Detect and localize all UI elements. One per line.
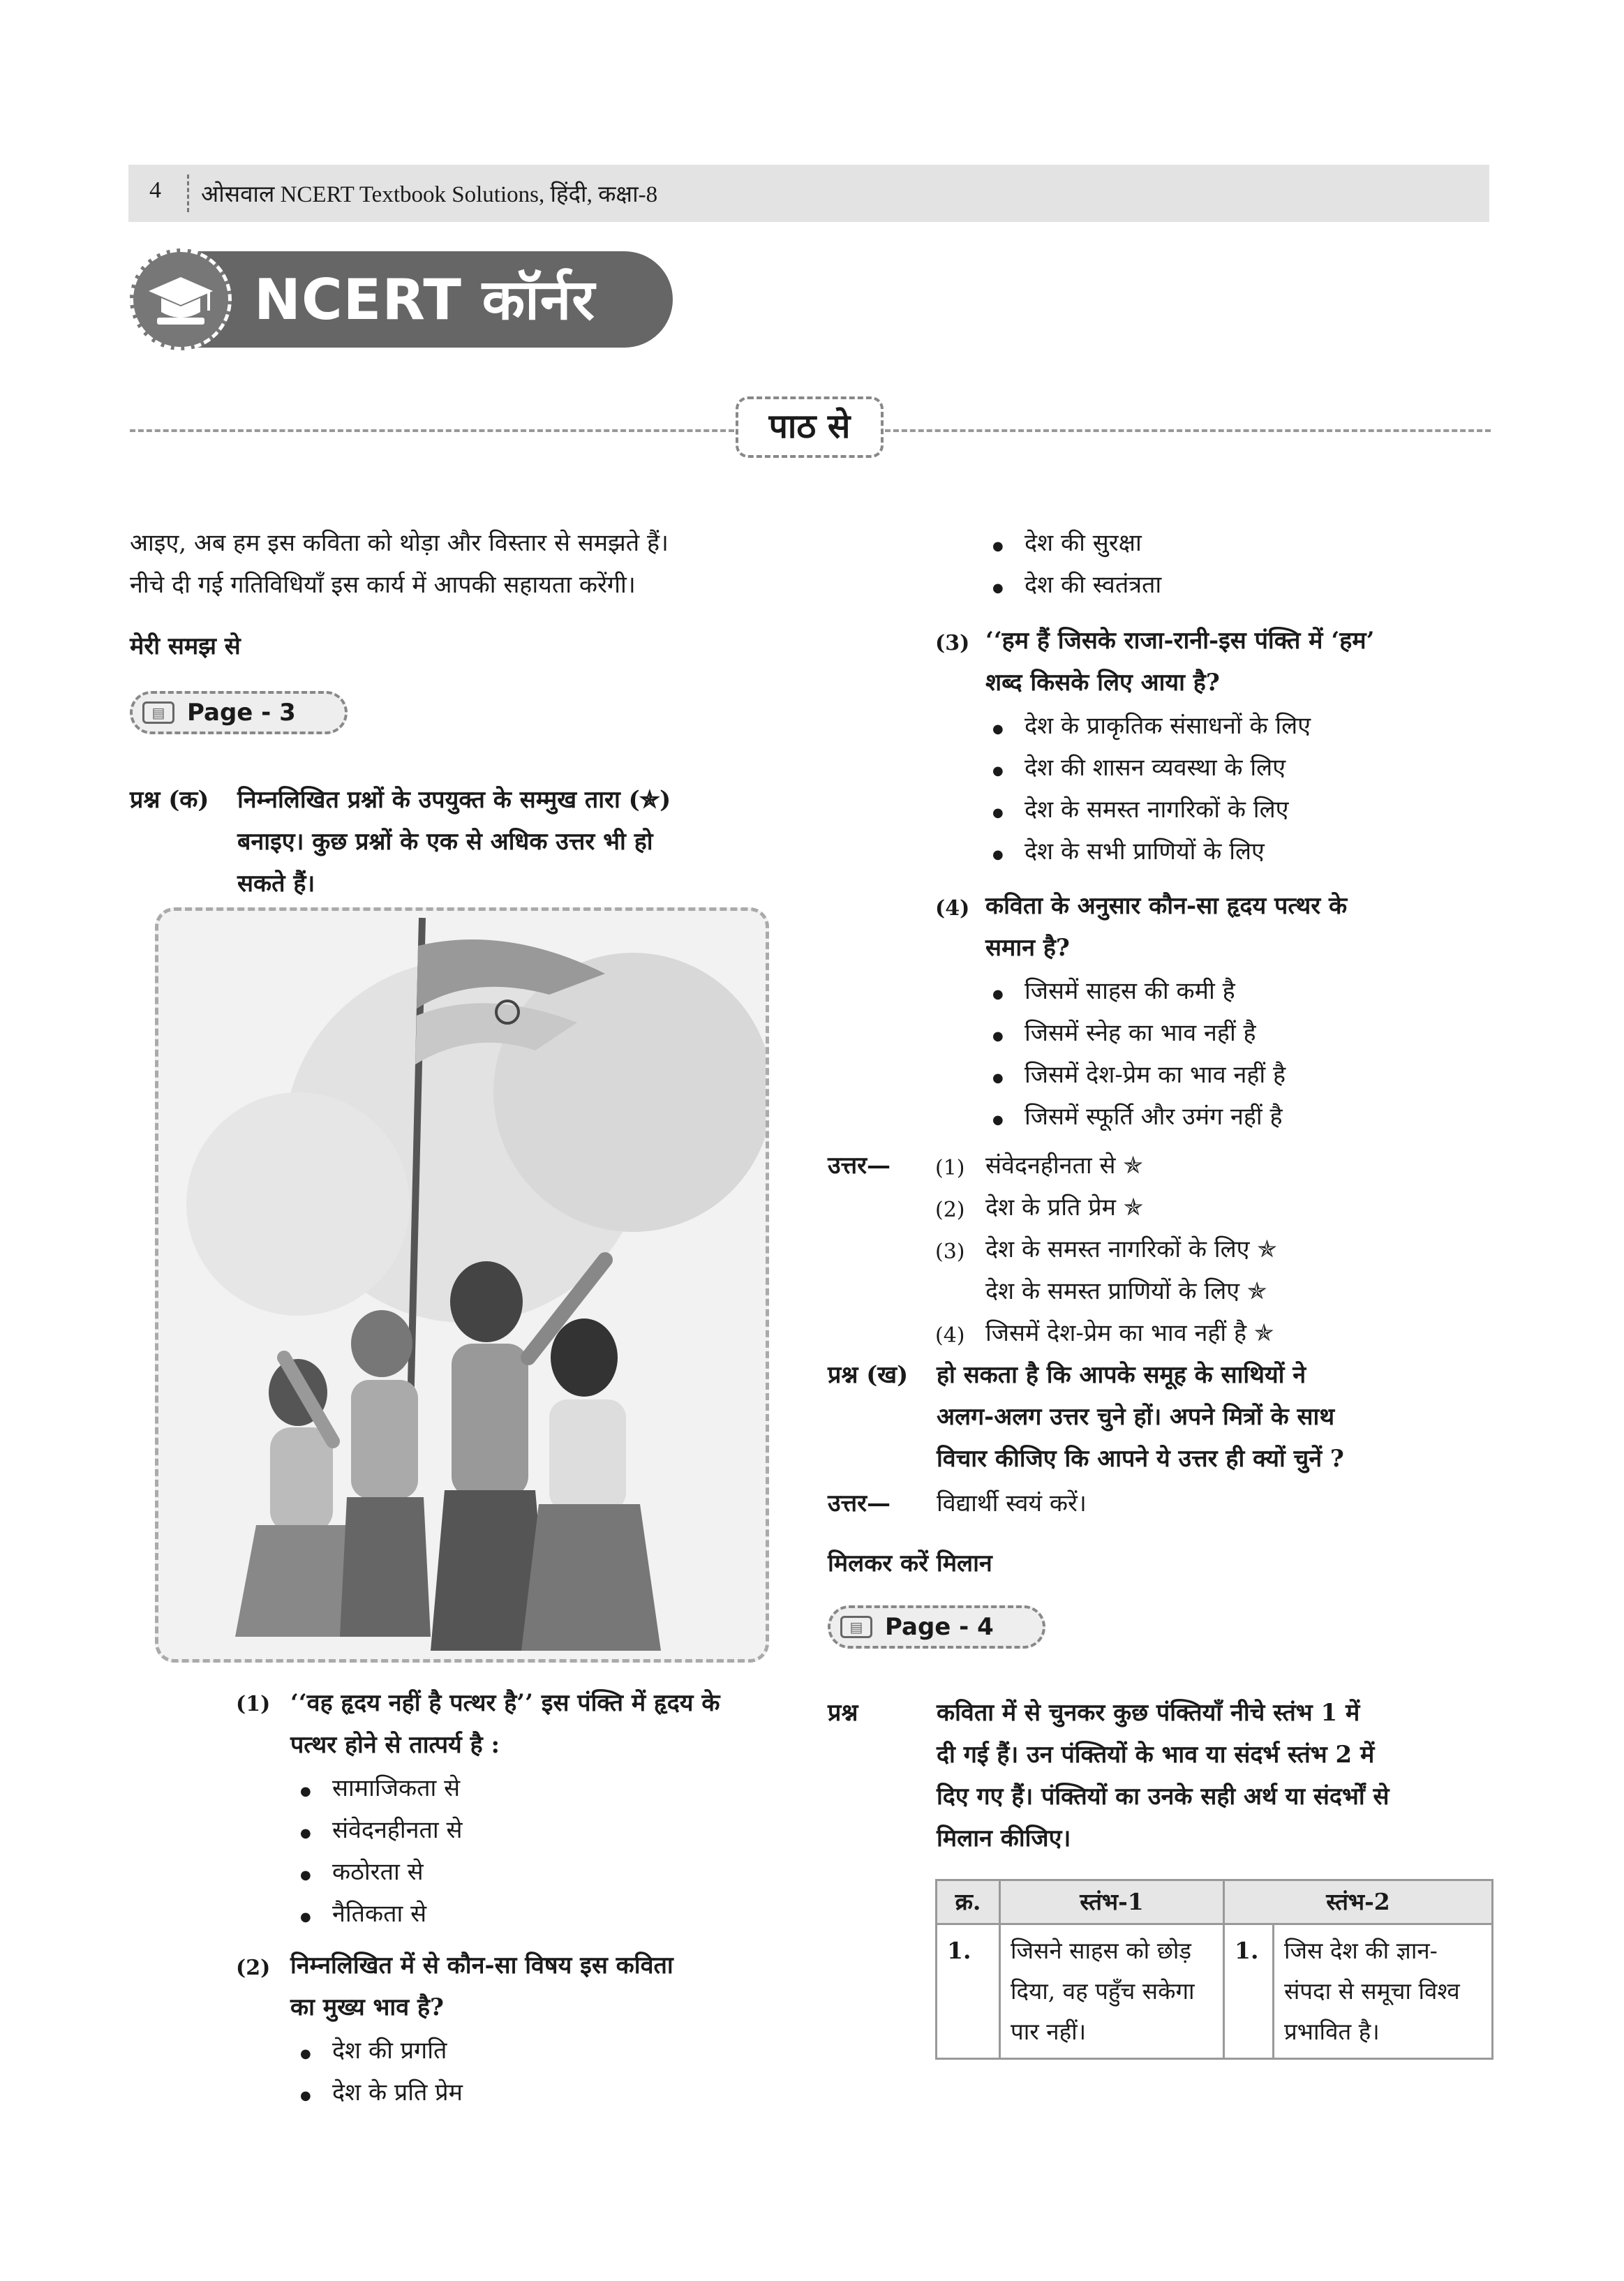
table-cell-no2: 1.	[1224, 1924, 1274, 2059]
answer-text: देश के प्रति प्रेम ✯	[985, 1194, 1144, 1221]
question-line: विचार कीजिए कि आपने ये उत्तर ही क्यों चुनें ?	[937, 1445, 1344, 1473]
table-header-col2: स्तंभ-2	[1224, 1880, 1493, 1924]
header-divider	[187, 174, 189, 212]
answer-number: (4)	[935, 1323, 965, 1348]
question-line: हो सकता है कि आपके समूह के साथियों ने	[937, 1361, 1306, 1389]
answer-label: उत्तर—	[828, 1152, 891, 1180]
answer-number: (3)	[935, 1240, 965, 1264]
flag-children-illustration	[155, 907, 769, 1663]
subheading: मेरी समझ से	[130, 632, 241, 660]
option-item: ● देश के सभी प्राणियों के लिए	[1025, 831, 1265, 873]
question-line: दी गई हैं। उन पंक्तियों के भाव या संदर्भ स्तंभ 2 में	[937, 1741, 1375, 1769]
table-cell-no: 1.	[937, 1924, 1000, 2059]
book-icon: ▤	[142, 701, 174, 724]
answer-text: देश के समस्त नागरिकों के लिए ✯	[985, 1235, 1277, 1263]
question-line: का मुख्य भाव है?	[290, 1993, 444, 2021]
question-line: समान है?	[985, 934, 1070, 962]
question-line: ‘‘हम हैं जिसके राजा-रानी-इस पंक्ति में ‘हम’	[985, 627, 1375, 655]
question-line: शब्द किसके लिए आया है?	[985, 669, 1220, 697]
question-label: प्रश्न	[828, 1699, 858, 1727]
question-number: (1)	[236, 1692, 271, 1716]
question-line: निम्नलिखित प्रश्नों के उपयुक्त के सम्मुख तारा (✯)	[237, 786, 671, 814]
book-icon: ▤	[840, 1616, 872, 1638]
question-line: कविता में से चुनकर कुछ पंक्तियाँ नीचे स्तंभ 1 में	[937, 1699, 1360, 1727]
intro-line-2: नीचे दी गई गतिविधियाँ इस कार्य में आपकी सहायता करेंगी।	[130, 571, 636, 599]
option-item: ● सामाजिकता से	[332, 1767, 460, 1810]
question-number: (3)	[935, 631, 970, 655]
question-line: सकते हैं।	[237, 870, 315, 898]
matching-table	[935, 1879, 1493, 2060]
question-number: (2)	[236, 1956, 271, 1980]
section-title: पाठ से	[736, 396, 884, 458]
option-item: ● जिसमें स्फूर्ति और उमंग नहीं है	[1025, 1096, 1283, 1138]
table-header-row	[937, 1880, 1493, 1924]
page-reference-badge	[130, 691, 348, 734]
option-item: ● देश की सुरक्षा	[1025, 522, 1142, 565]
page-reference-label: Page - 4	[885, 1613, 994, 1641]
question-line: निम्नलिखित में से कौन-सा विषय इस कविता	[290, 1952, 673, 1979]
option-item: ● देश के प्राकृतिक संसाधनों के लिए	[1025, 705, 1311, 748]
answer-text: जिसमें देश-प्रेम का भाव नहीं है ✯	[985, 1319, 1274, 1347]
question-line: बनाइए। कुछ प्रश्नों के एक से अधिक उत्तर भी हो	[237, 828, 653, 856]
question-line: ‘‘वह हृदय नहीं है पत्थर है’’ इस पंक्ति में हृदय के	[290, 1689, 720, 1717]
option-item: ● देश की प्रगति	[332, 2030, 447, 2072]
option-item: ● देश की शासन व्यवस्था के लिए	[1025, 747, 1286, 789]
option-item: ● देश के समस्त नागरिकों के लिए	[1025, 789, 1288, 831]
option-item: ● जिसमें साहस की कमी है	[1025, 970, 1235, 1013]
answer-number: (1)	[935, 1156, 965, 1180]
page-number: 4	[149, 177, 161, 203]
question-label: प्रश्न (क)	[130, 786, 209, 814]
table-row	[937, 1924, 1493, 2059]
question-line: अलग-अलग उत्तर चुने हों। अपने मित्रों के साथ	[937, 1403, 1335, 1431]
answer-number: (2)	[935, 1198, 965, 1222]
question-line: मिलान कीजिए।	[937, 1825, 1071, 1852]
option-item: ● कठोरता से	[332, 1851, 424, 1894]
option-item: ● संवेदनहीनता से	[332, 1809, 463, 1852]
option-item: ● देश के प्रति प्रेम	[332, 2072, 463, 2114]
page-reference-badge	[828, 1605, 1045, 1649]
graduation-cap-icon	[130, 248, 232, 350]
divider-right	[885, 429, 1491, 432]
option-item: ● जिसमें स्नेह का भाव नहीं है	[1025, 1012, 1256, 1055]
answer-text: देश के समस्त प्राणियों के लिए ✯	[985, 1277, 1267, 1305]
book-title: ओसवाल NCERT Textbook Solutions, हिंदी, कक्षा-8	[201, 182, 658, 207]
table-header-col1: स्तंभ-1	[1000, 1880, 1224, 1924]
option-item: ● नैतिकता से	[332, 1893, 426, 1935]
page-reference-label: Page - 3	[187, 699, 296, 727]
question-line: पत्थर होने से तात्पर्य है :	[290, 1731, 500, 1759]
question-line: दिए गए हैं। पंक्तियों का उनके सही अर्थ या संदर्भों से	[937, 1783, 1390, 1811]
table-cell-col1: जिसने साहस को छोड़ दिया, वह पहुँच सकेगा पार नहीं।	[1000, 1924, 1224, 2059]
option-item: ● देश की स्वतंत्रता	[1025, 564, 1161, 607]
answer-label: उत्तर—	[828, 1489, 891, 1517]
answer-text: संवेदनहीनता से ✯	[985, 1152, 1143, 1180]
table-header-no: क्र.	[937, 1880, 1000, 1924]
question-number: (4)	[935, 896, 970, 921]
corner-title: NCERT कॉर्नर	[254, 267, 596, 332]
answer-text: विद्यार्थी स्वयं करें।	[937, 1489, 1087, 1517]
question-label: प्रश्न (ख)	[828, 1361, 909, 1389]
question-line: कविता के अनुसार कौन-सा हृदय पत्थर के	[985, 892, 1348, 920]
option-item: ● जिसमें देश-प्रेम का भाव नहीं है	[1025, 1054, 1286, 1097]
table-cell-col2: जिस देश की ज्ञान-संपदा से समूचा विश्व प्रभावित है।	[1274, 1924, 1493, 2059]
divider-left	[130, 429, 734, 432]
subheading: मिलकर करें मिलान	[828, 1550, 992, 1577]
intro-line-1: आइए, अब हम इस कविता को थोड़ा और विस्तार से समझते हैं।	[130, 529, 669, 557]
